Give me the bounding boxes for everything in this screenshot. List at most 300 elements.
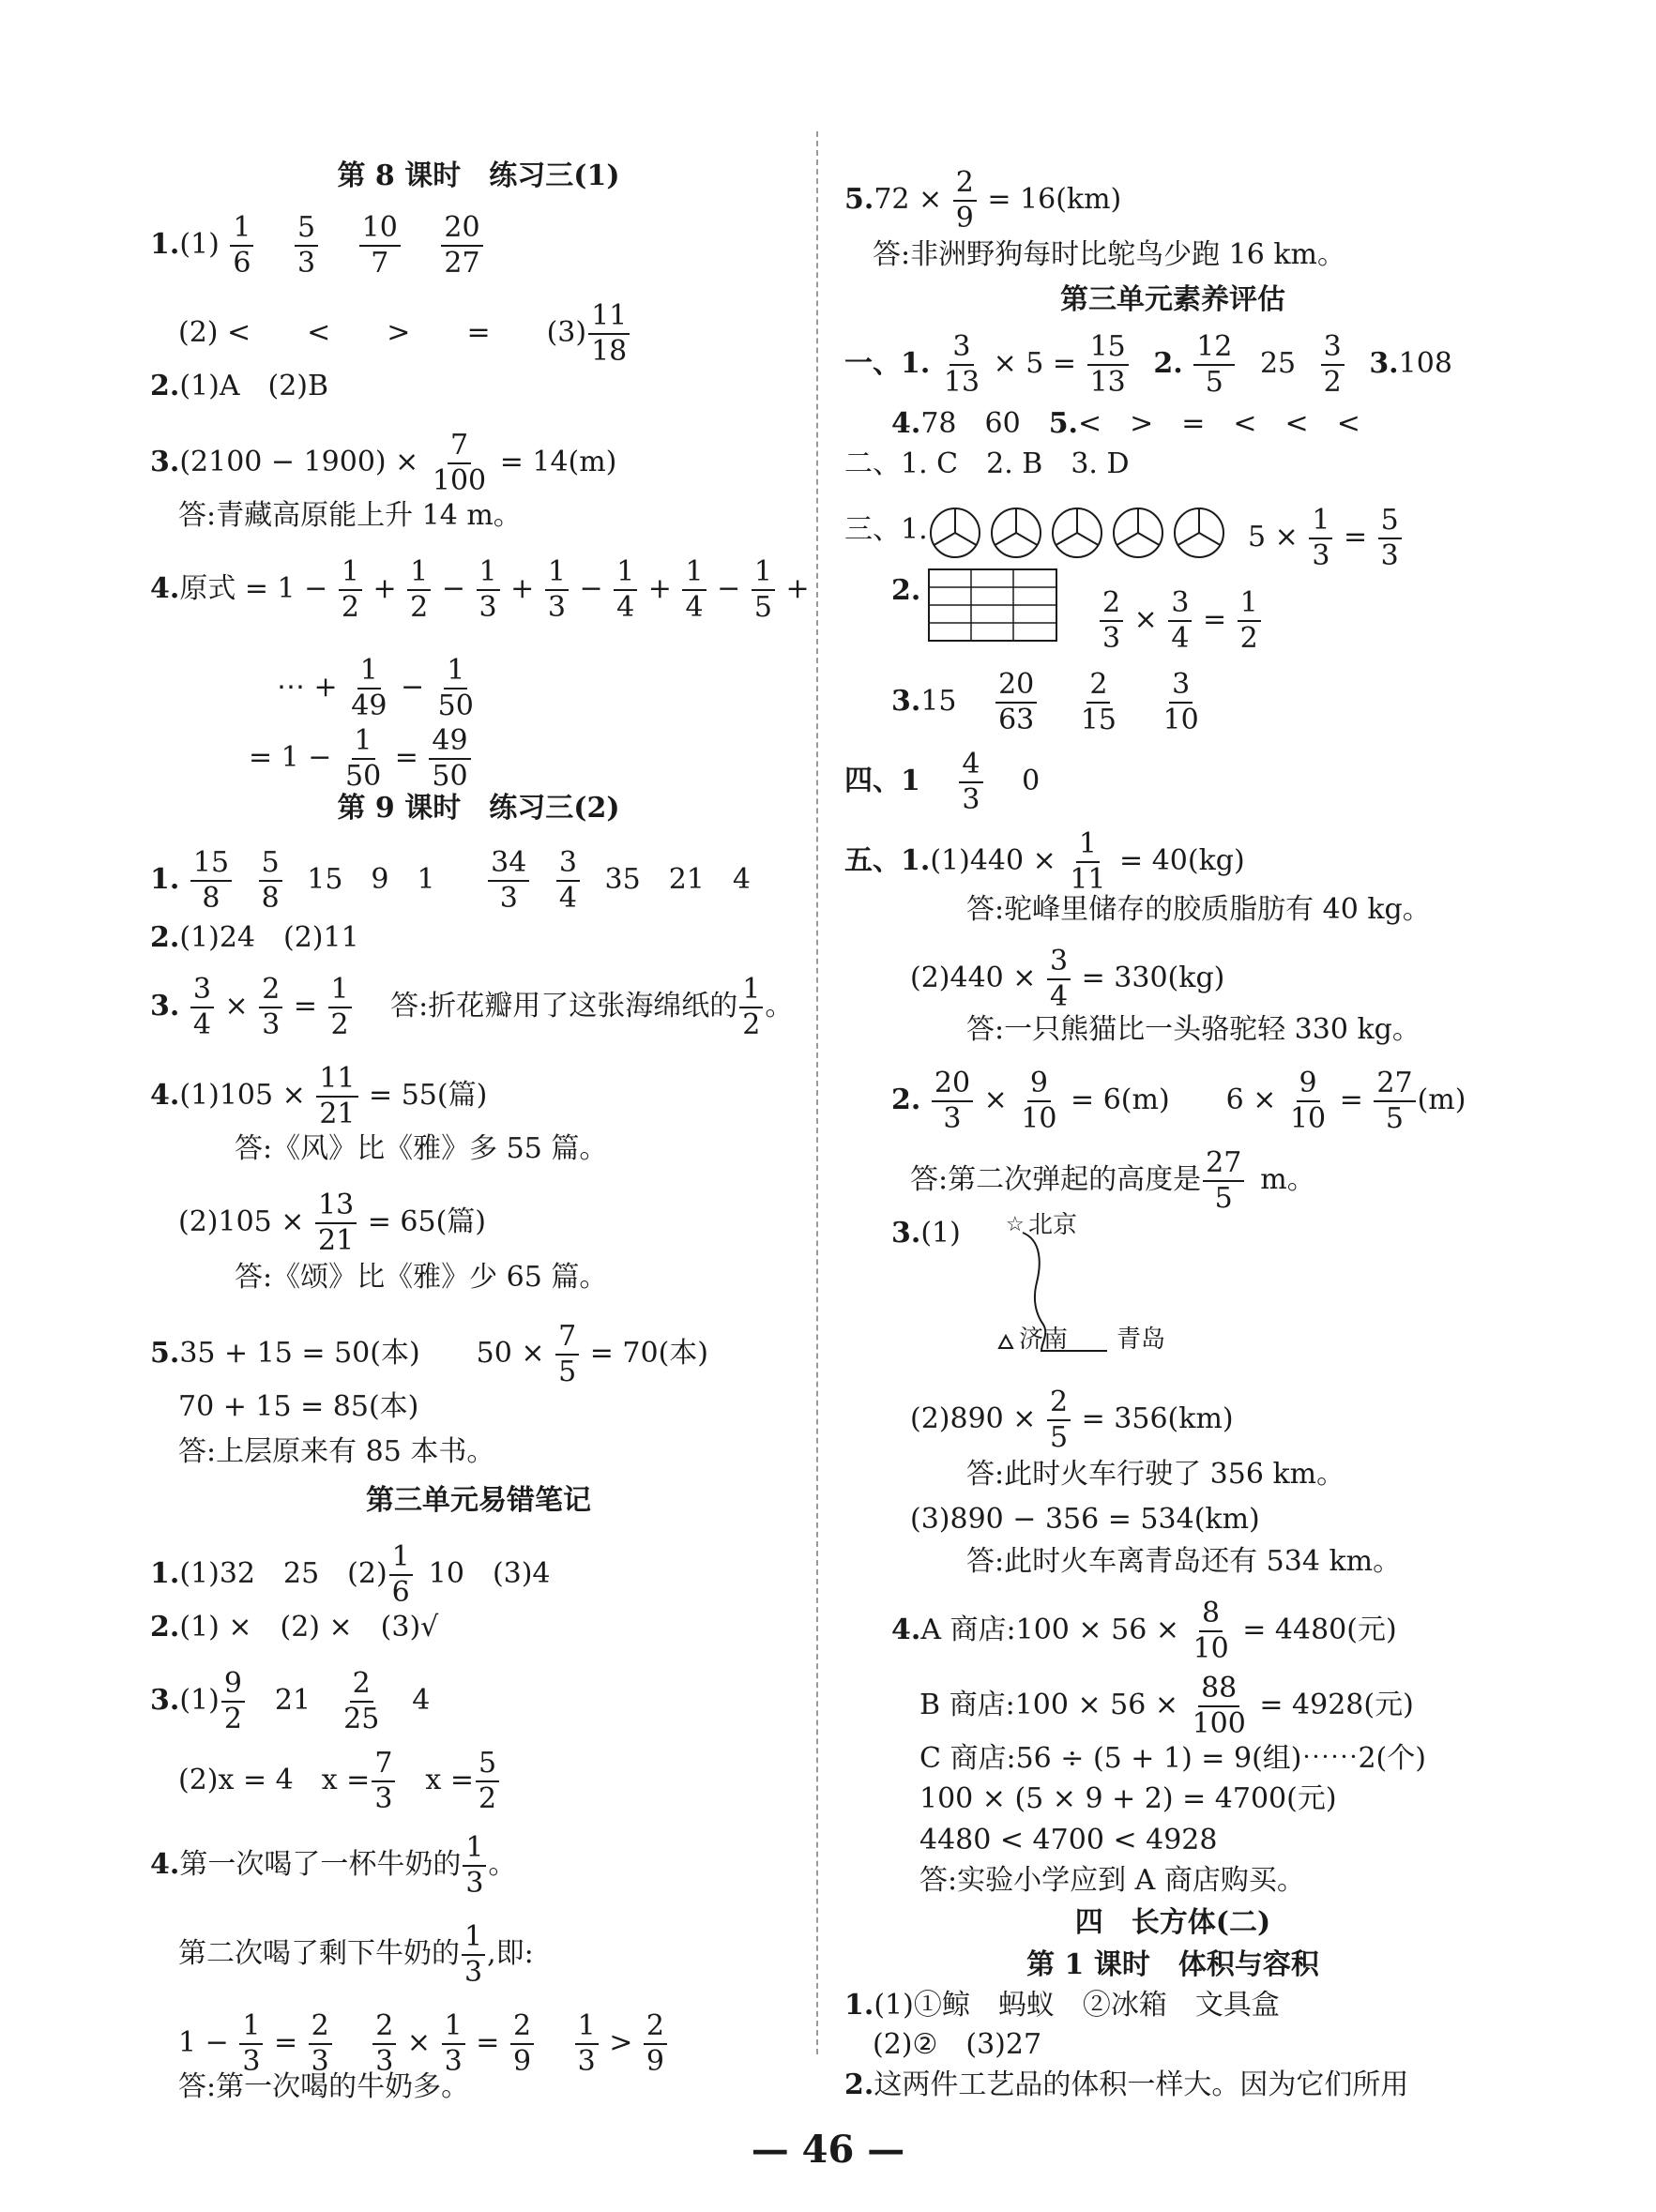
text-segment: = 1 − [249, 741, 332, 774]
denominator: 3 [374, 1782, 393, 1815]
denominator: 4 [616, 591, 635, 624]
text-segment: (1) × (2) × (3)√ [179, 1611, 439, 1644]
text-segment: (2)x = 4 x = [178, 1764, 371, 1796]
numerator: 1 [614, 558, 637, 591]
text-segment: + [647, 572, 672, 605]
fraction [995, 668, 1037, 736]
lesson9-item-5-line2: 70 + 15 = 85(本) [178, 1390, 419, 1423]
denominator: 2 [1239, 622, 1258, 655]
item-1-part3: (3) [546, 316, 587, 349]
text-segment: 五、1. [844, 844, 931, 877]
numerator: 20 [441, 214, 482, 247]
text-segment: 21 [274, 1684, 311, 1717]
denominator: 10 [1021, 1102, 1057, 1135]
text-segment: 2. [844, 2068, 874, 2101]
numerator: 2 [1047, 1388, 1071, 1421]
text-segment: (1)24 (2)11 [179, 921, 359, 954]
denominator: 4 [192, 1008, 211, 1041]
r-item-5-answer: 答:非洲野狗每时比鸵鸟少跑 16 km。 [873, 238, 1345, 271]
text-segment: (1)32 25 (2) [179, 1557, 387, 1590]
text-segment: (2)440 × [910, 962, 1037, 994]
numerator: 1 [328, 976, 352, 1008]
text-segment: 第二次喝了剩下牛奶的 [178, 1937, 460, 1970]
fraction [1374, 1069, 1415, 1133]
fraction [488, 846, 529, 915]
text-segment: = [1339, 1083, 1363, 1116]
denominator: 10 [1289, 1102, 1327, 1135]
fraction [555, 1320, 579, 1388]
denominator: 3 [444, 2045, 463, 2078]
denominator: 3 [1312, 539, 1330, 572]
denominator: 4 [1049, 980, 1069, 1013]
item-2-text: (1)A (2)B [179, 370, 329, 402]
numerator: 1 [545, 558, 569, 591]
text-segment: B 商店:100 × 56 × [919, 1689, 1179, 1721]
text-segment: 4. [891, 407, 921, 440]
fraction [477, 555, 500, 624]
denominator: 3 [297, 247, 316, 280]
text-segment: 2. [891, 574, 921, 607]
numerator: 8 [1199, 1599, 1223, 1632]
text-segment: = 330(kg) [1081, 962, 1225, 994]
numerator: 11 [316, 1065, 357, 1098]
denominator: 63 [998, 704, 1035, 736]
numerator: 3 [1321, 333, 1345, 366]
fraction [614, 555, 637, 624]
text-segment: 2. [150, 921, 180, 954]
denominator: 27 [444, 247, 480, 280]
eval-section-5-answer1: 答:驼峰里储存的胶质脂肪有 40 kg。 [966, 893, 1431, 926]
eval-section-5 [844, 827, 1245, 896]
lesson9-item-3 [150, 973, 794, 1041]
text-segment: = 55(篇) [369, 1079, 488, 1112]
numerator: 3 [1168, 589, 1192, 622]
text-segment: 2. [150, 1611, 180, 1644]
denominator: 4 [685, 591, 704, 624]
numerator: 9 [1297, 1069, 1320, 1102]
text-segment: = 16(km) [987, 183, 1122, 216]
fraction [190, 973, 214, 1041]
numerator: 3 [556, 849, 580, 882]
eval-section-4 [844, 750, 1040, 814]
text-segment: 4 [412, 1684, 431, 1717]
unit4-item-1 [844, 1987, 1280, 2024]
numerator: 1 [1309, 507, 1332, 539]
text-segment: × [983, 1083, 1008, 1116]
text-segment: (2)890 × [910, 1402, 1037, 1435]
numerator: 9 [221, 1670, 245, 1703]
text-segment: (1)①鲸 蚂蚁 ②冰箱 文具盒 [874, 1989, 1280, 2022]
fraction [230, 211, 253, 280]
text-segment: × [224, 990, 249, 1023]
text-segment: 5. [844, 183, 874, 216]
fraction [1190, 1674, 1249, 1738]
map-label-qingdao: 青岛 [1117, 1326, 1166, 1354]
eval-section-3-label: 三、1. [844, 513, 928, 546]
text-segment: 。 [765, 990, 794, 1023]
item-4 [150, 555, 810, 624]
denominator: 3 [464, 1956, 483, 1989]
unit4-heading: 四 长方体(二) [1074, 1906, 1271, 1939]
text-segment: 72 × [874, 183, 943, 216]
text-segment: (1)105 × [179, 1079, 306, 1112]
denominator: 49 [351, 689, 387, 722]
denominator: 10 [1193, 1632, 1229, 1665]
denominator: 3 [1380, 539, 1399, 572]
denominator: 21 [319, 1098, 356, 1130]
item-1 [150, 211, 485, 280]
numerator: 7 [372, 1750, 395, 1782]
text-segment: 2. [1153, 347, 1183, 380]
item-4-number: 4. [150, 572, 180, 605]
text-segment: = 40(kg) [1119, 844, 1245, 877]
numerator: 1 [739, 976, 763, 1008]
text-segment: 4. [150, 1848, 180, 1881]
lesson9-item-2 [150, 919, 359, 957]
column-divider [816, 131, 818, 2054]
circle-diagram [1114, 508, 1162, 557]
text-segment: 15 9 1 [307, 863, 435, 896]
text-segment: 四、1 [844, 765, 920, 797]
r-item-5 [844, 166, 1122, 235]
denominator: 8 [261, 882, 280, 915]
denominator: 2 [223, 1703, 242, 1735]
fraction [959, 750, 982, 814]
denominator: 15 [1080, 704, 1117, 736]
fraction [339, 555, 362, 624]
notes-item-4 [150, 1831, 517, 1900]
numerator: 5 [1378, 507, 1402, 539]
text-segment: − [400, 671, 425, 704]
denominator: 9 [512, 2045, 532, 2078]
star-icon: ☆ [1006, 1213, 1025, 1236]
text-segment: 1 − [178, 2026, 229, 2059]
text-segment: 15 [920, 685, 957, 718]
fraction [430, 429, 489, 497]
fraction [953, 166, 977, 235]
numerator: 10 [359, 214, 401, 247]
fraction [309, 2009, 332, 2078]
eval-section-3-item2-equation [1098, 586, 1263, 655]
fraction [407, 555, 431, 624]
denominator: 9 [646, 2045, 664, 2078]
fraction [359, 211, 401, 280]
fraction [545, 555, 569, 624]
fraction-circles-figure [927, 505, 1227, 561]
denominator: 3 [577, 2045, 596, 2078]
text-segment: = [293, 990, 317, 1023]
eval-section-5-item4 [891, 1599, 1397, 1663]
text-segment: 5. [150, 1337, 180, 1370]
fraction [1047, 1388, 1071, 1452]
item-3-expr: (2100 − 1900) × [179, 446, 419, 478]
denominator: 3 [375, 2045, 394, 2078]
denominator: 3 [242, 2045, 261, 2078]
fraction [1087, 330, 1129, 399]
text-segment: × 5 = [993, 347, 1077, 380]
fraction [1309, 504, 1332, 572]
numerator: 2 [644, 2012, 667, 2045]
numerator: 1 [357, 657, 381, 689]
denominator: 3 [479, 591, 497, 624]
denominator: 2 [330, 1008, 349, 1041]
numerator: 2 [259, 976, 282, 1008]
numerator: 1 [752, 558, 775, 591]
numerator: 1 [352, 727, 375, 760]
text-segment: + [510, 572, 535, 605]
text-segment: A 商店:100 × 56 × [920, 1614, 1179, 1646]
numerator: 13 [315, 1191, 357, 1224]
text-segment: 答:第二次弹起的高度是 [910, 1163, 1202, 1196]
text-segment: = [1343, 521, 1368, 553]
text-segment: (1) [179, 1684, 220, 1717]
eval-section-1-line2 [891, 405, 1360, 443]
text-segment: ,即: [487, 1937, 534, 1970]
numerator: 5 [295, 214, 318, 247]
fraction [1018, 1069, 1059, 1133]
item-4-expr: 原式 = 1 − [179, 572, 328, 605]
denominator: 3 [499, 882, 518, 915]
denominator: 2 [410, 591, 429, 624]
denominator: 5 [1049, 1421, 1069, 1454]
denominator: 2 [1323, 366, 1342, 399]
fraction [1100, 586, 1123, 655]
numerator: 1 [682, 558, 706, 591]
text-segment: 4. [150, 1079, 180, 1112]
numerator: 2 [1100, 589, 1123, 622]
unit4-lesson1-heading: 第 1 课时 体积与容积 [1026, 1948, 1319, 1981]
numerator: 27 [1374, 1069, 1415, 1102]
fraction [342, 724, 384, 793]
numerator: 88 [1198, 1674, 1239, 1707]
circle-diagram [1175, 508, 1223, 557]
text-segment: 。 [488, 1848, 517, 1881]
right-column [844, 0, 1501, 2212]
denominator: 6 [233, 247, 251, 280]
eval-section-5-item4-c: C 商店:56 ÷ (5 + 1) = 9(组)⋯⋯2(个) [919, 1742, 1426, 1775]
text-segment: − [441, 572, 465, 605]
denominator: 3 [465, 1867, 484, 1900]
text-segment: 1. [150, 863, 180, 896]
eval-section-3-equation [1248, 504, 1404, 572]
fraction [341, 1667, 382, 1735]
numerator: 1 [477, 558, 500, 591]
denominator: 3 [1102, 622, 1121, 655]
text-segment: 0 [1022, 765, 1041, 797]
eval-section-2: 二、1. C 2. B 3. D [844, 447, 1130, 480]
numerator: 3 [1047, 947, 1071, 980]
fraction [941, 330, 982, 399]
fraction [259, 973, 282, 1041]
numerator: 2 [372, 2012, 396, 2045]
fraction [739, 973, 763, 1041]
text-segment: = 65(篇) [367, 1205, 486, 1238]
text-segment: = [1202, 603, 1227, 636]
text-segment: ⋯ + [277, 671, 338, 704]
denominator: 13 [1089, 366, 1126, 399]
eval-section-5-item3-part2 [910, 1388, 1234, 1452]
denominator: 2 [341, 591, 359, 624]
numerator: 15 [1087, 333, 1129, 366]
denominator: 4 [1171, 622, 1190, 655]
fraction [441, 211, 482, 280]
numerator: 1 [389, 1543, 413, 1576]
denominator: 5 [1205, 366, 1223, 399]
denominator: 3 [262, 1008, 281, 1041]
text-segment: (2)105 × [178, 1205, 305, 1238]
lesson9-item-5 [150, 1320, 708, 1388]
denominator: 5 [1214, 1182, 1233, 1215]
denominator: 7 [371, 247, 389, 280]
fraction [315, 1191, 357, 1255]
eval-section-5-item3-answer2: 答:此时火车行驶了 356 km。 [966, 1458, 1345, 1491]
item-1-part1: (1) [179, 228, 220, 261]
eval-section-5-answer2: 答:一只熊猫比一头骆驼轻 330 kg。 [966, 1013, 1421, 1046]
unit4-item-1-line2: (2)② (3)27 [873, 2028, 1042, 2061]
fraction [510, 2009, 534, 2078]
numerator: 1 [339, 558, 362, 591]
text-segment: 35 21 4 [604, 863, 751, 896]
fraction [1203, 1146, 1244, 1215]
item-4-line2 [277, 654, 479, 722]
text-segment: = [476, 2026, 500, 2059]
fraction [644, 2009, 667, 2078]
unit3-notes-heading: 第三单元易错笔记 [366, 1484, 591, 1517]
notes-item-1 [150, 1540, 551, 1609]
text-segment: 3. [891, 685, 921, 718]
route-map-figure [985, 1212, 1210, 1371]
eval-section-5-item4-d: 100 × (5 × 9 + 2) = 4700(元) [919, 1782, 1337, 1815]
text-segment: = 4928(元) [1259, 1689, 1414, 1721]
eval-section-3-item3 [891, 668, 1204, 736]
text-segment: m。 [1260, 1163, 1315, 1196]
fraction [239, 2009, 263, 2078]
text-segment: + [785, 572, 810, 605]
numerator: 20 [932, 1069, 973, 1102]
lesson9-item-4-part2 [178, 1191, 486, 1255]
unit3-eval-heading: 第三单元素养评估 [1060, 283, 1285, 316]
lesson9-item-4-answer2: 答:《颂》比《雅》少 65 篇。 [235, 1261, 608, 1294]
numerator: 20 [995, 671, 1037, 704]
fraction [442, 2009, 465, 2078]
denominator: 50 [437, 689, 474, 722]
page-number: — 46 — [751, 2128, 905, 2172]
fraction [328, 973, 352, 1041]
fraction [389, 1540, 413, 1609]
numerator: 1 [575, 2012, 599, 2045]
fraction [259, 846, 282, 915]
text-segment: 答:折花瓣用了这张海绵纸的 [390, 990, 738, 1023]
fraction [575, 2009, 599, 2078]
denominator: 3 [311, 2045, 329, 2078]
left-column [150, 0, 810, 2212]
lesson9-item-1 [150, 846, 751, 915]
item-3-result: = 14(m) [499, 446, 617, 478]
fraction [1047, 947, 1071, 1011]
fraction [463, 1831, 486, 1900]
denominator: 11 [1070, 863, 1106, 896]
lesson9-item-4 [150, 1062, 488, 1130]
eval-section-5-item3-part3: (3)890 − 356 = 534(km) [910, 1503, 1260, 1536]
text-segment: = 4480(元) [1242, 1614, 1397, 1646]
denominator: 9 [955, 202, 974, 235]
text-segment: 第一次喝了一杯牛奶的 [179, 1848, 462, 1881]
numerator: 11 [588, 302, 630, 335]
text-segment: 5 × [1248, 521, 1299, 553]
numerator: 7 [448, 432, 471, 464]
denominator: 4 [558, 882, 577, 915]
fraction [348, 654, 389, 722]
item-3-number: 3. [150, 446, 180, 478]
text-segment: 5. [1048, 407, 1079, 440]
text-segment: 1. [844, 1989, 874, 2022]
text-segment: × [1133, 603, 1158, 636]
numerator: 2 [1086, 671, 1110, 704]
item-1-line2 [178, 299, 631, 368]
text-segment: 2. [891, 1083, 921, 1116]
denominator: 18 [591, 335, 628, 368]
item-3-answer: 答:青藏高原能上升 14 m。 [178, 499, 522, 532]
text-segment: 108 [1398, 347, 1452, 380]
unit4-item-2 [844, 2067, 1408, 2104]
denominator: 13 [943, 366, 980, 399]
notes-item-4-answer: 答:第一次喝的牛奶多。 [178, 2070, 470, 2103]
fraction [1161, 668, 1202, 736]
numerator: 5 [476, 1750, 499, 1782]
denominator: 2 [479, 1782, 497, 1815]
fraction [462, 1920, 485, 1989]
circle-diagram [931, 508, 980, 557]
eval-section-5-item2 [891, 1069, 1466, 1133]
fraction [190, 846, 232, 915]
text-segment: 78 60 [920, 407, 1021, 440]
text-segment: x = [425, 1764, 474, 1796]
denominator: 21 [317, 1224, 355, 1257]
text-segment: (m) [1417, 1083, 1466, 1116]
fraction [1078, 668, 1119, 736]
numerator: 12 [1193, 333, 1235, 366]
denominator: 3 [547, 591, 566, 624]
fraction [1238, 586, 1261, 655]
fraction [1168, 586, 1192, 655]
notes-item-2 [150, 1609, 438, 1646]
numerator: 3 [1169, 671, 1193, 704]
denominator: 6 [391, 1576, 410, 1609]
denominator: 5 [558, 1356, 577, 1388]
numerator: 3 [950, 333, 973, 366]
numerator: 27 [1203, 1149, 1244, 1182]
fraction [295, 211, 318, 280]
text-segment: 3. [891, 1217, 921, 1250]
text-segment: × [406, 2026, 432, 2059]
circle-diagram [992, 508, 1041, 557]
numerator: 1 [230, 214, 253, 247]
numerator: 1 [463, 1834, 486, 1867]
denominator: 2 [742, 1008, 761, 1041]
numerator: 3 [190, 976, 214, 1008]
numerator: 2 [309, 2012, 332, 2045]
numerator: 2 [350, 1670, 373, 1703]
numerator: 34 [488, 849, 529, 882]
fraction [476, 1747, 499, 1815]
text-segment: − [579, 572, 603, 605]
numerator: 49 [429, 727, 470, 760]
numerator: 15 [190, 849, 232, 882]
text-segment: = [394, 741, 418, 774]
denominator: 50 [432, 760, 468, 793]
notes-item-4-line3 [178, 2009, 669, 2078]
fraction [752, 555, 775, 624]
